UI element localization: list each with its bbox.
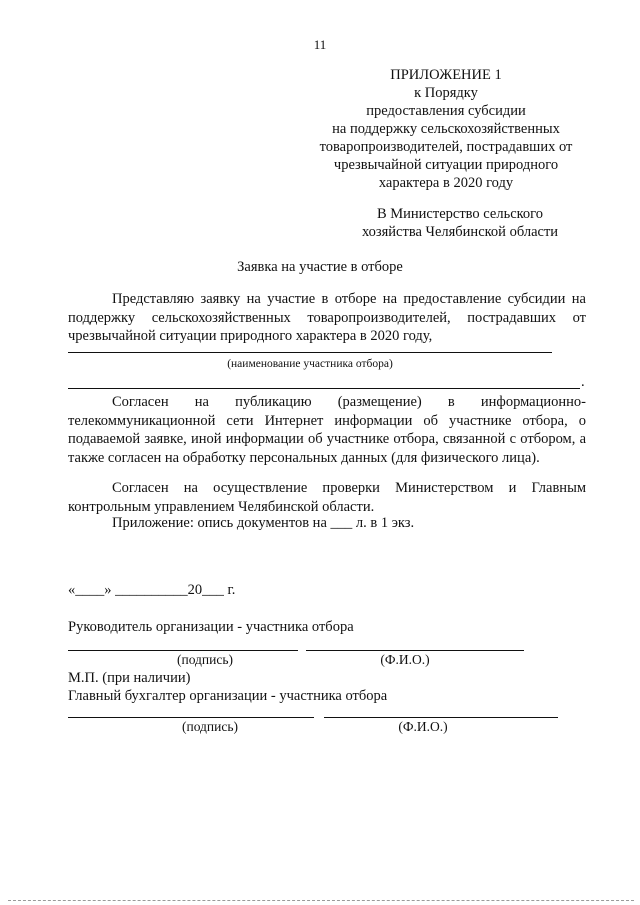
- accountant-label: Главный бухгалтер организации - участника отбора: [68, 688, 388, 704]
- accountant-name-caption: (Ф.И.О.): [398, 719, 448, 734]
- participant-caption: (наименование участника отбора): [227, 358, 393, 370]
- addressee-line: В Министерство сельского: [376, 206, 544, 222]
- accountant-signature-caption: (подпись): [181, 719, 239, 734]
- participant-name-line: [68, 352, 552, 353]
- appendix-line: характера в 2020 году: [378, 175, 514, 191]
- appendix-line: на поддержку сельскохозяйственных: [332, 121, 560, 137]
- accountant-name-line: [324, 717, 558, 718]
- stamp-note: М.П. (при наличии): [68, 670, 191, 686]
- line-end-mark: .: [581, 374, 585, 390]
- appendix-header: [296, 66, 596, 192]
- accountant-signature-line: [68, 717, 314, 718]
- page-number: 11: [313, 37, 327, 52]
- head-name-line: [306, 650, 524, 651]
- date-line: «____» __________20___ г.: [68, 582, 236, 598]
- consent-inspection-paragraph: Согласен на осуществление проверки Министерством и Главным контрольным управлением Челябинской области.: [68, 480, 586, 515]
- consent-publication-paragraph: Согласен на публикацию (размещение) в информационно-телекоммуникационной сети Интернет информации об участнике отбора, о подаваемой заявке, иной информации об участнике отбора, связанной с отбором, а также согласен на обработку персональных данных (для физического лица).: [68, 394, 586, 466]
- scan-edge-line: [8, 900, 634, 901]
- document-title: Заявка на участие в отборе: [237, 259, 403, 275]
- attachment-line: Приложение: опись документов на ___ л. в 1 экз.: [112, 515, 415, 531]
- participant-continuation-line: [68, 388, 580, 389]
- head-signature-caption: (подпись): [176, 652, 234, 667]
- addressee-line: хозяйства Челябинской области: [361, 224, 559, 240]
- addressee: [340, 205, 580, 241]
- appendix-line: чрезвычайной ситуации природного: [333, 157, 559, 173]
- head-signature-line: [68, 650, 298, 651]
- appendix-line: товаропроизводителей, пострадавших от: [319, 139, 573, 155]
- appendix-line: ПРИЛОЖЕНИЕ 1: [390, 67, 502, 83]
- appendix-line: предоставления субсидии: [366, 103, 526, 119]
- appendix-line: к Порядку: [414, 85, 478, 101]
- head-name-caption: (Ф.И.О.): [380, 652, 430, 667]
- intro-paragraph: Представляю заявку на участие в отборе на предоставление субсидии на поддержку сельскохозяйственных товаропроизводителей, пострадавших от чрезвычайной ситуации природного характера в 2020 году,: [68, 291, 586, 344]
- head-label: Руководитель организации - участника отбора: [68, 619, 354, 635]
